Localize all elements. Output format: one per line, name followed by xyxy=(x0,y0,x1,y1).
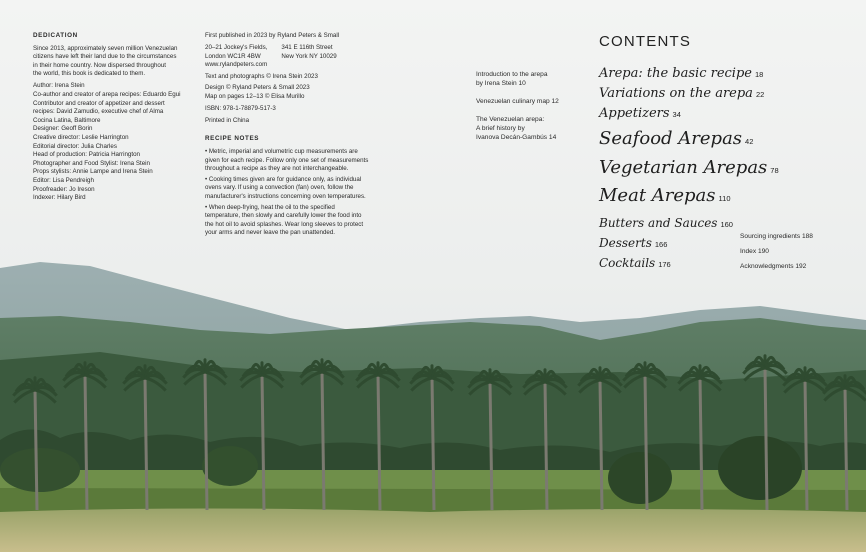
contents-entry xyxy=(599,86,764,101)
credit-line: Head of production: Patricia Harrington xyxy=(33,151,140,159)
dedication-line: in their home country. Now dispersed throughout xyxy=(33,61,166,69)
intro-item: by Irena Stein 10 xyxy=(476,80,526,87)
back-matter-list xyxy=(740,229,813,274)
address-line: New York NY 10029 xyxy=(281,52,337,60)
isbn: ISBN: 978-1-78879-517-3 xyxy=(205,104,276,112)
intro-list xyxy=(476,70,559,142)
intro-item: The Venezuelan arepa: xyxy=(476,116,545,123)
first-published: First published in 2023 by Ryland Peters & Small xyxy=(205,32,340,39)
credit-line: Co-author and creator of arepa recipes: Eduardo Egui xyxy=(33,91,181,99)
contents-entry-title: Desserts xyxy=(599,236,652,250)
credit-line: Photographer and Food Stylist: Irena Stein xyxy=(33,159,150,167)
contents-entry-page: 160 xyxy=(720,220,733,229)
contents-entry-title: Appetizers xyxy=(599,106,670,121)
contents-entry xyxy=(599,216,733,230)
recipe-note-line: the hot oil to avoid splashes. Wear long sleeves to protect xyxy=(205,220,364,228)
contents-entry-page: 22 xyxy=(755,90,765,99)
recipe-note-line: temperature, then slowly and carefully lower the food into xyxy=(205,212,362,220)
contents-entry-title: Cocktails xyxy=(599,256,656,270)
copyright-map: Map on pages 12–13 © Elisa Murillo xyxy=(205,92,305,100)
printed-in: Printed in China xyxy=(205,116,250,124)
contents-entry-page: 42 xyxy=(745,137,754,146)
back-matter-item: Acknowledgments 192 xyxy=(740,263,807,270)
credit-line: Editor: Lisa Pendreigh xyxy=(33,177,94,184)
contents-entry-title: Arepa: the basic recipe xyxy=(599,66,752,81)
publishing-block xyxy=(205,32,395,238)
contents-entry-title: Butters and Sauces xyxy=(599,216,718,230)
contents-entry-page: 34 xyxy=(672,110,681,119)
recipe-note-line: given for each recipe. Follow only one set of measurements xyxy=(205,156,369,164)
credit-line: Author: Irena Stein xyxy=(33,82,85,90)
credit-line: Props stylists: Annie Lampe and Irena Stein xyxy=(33,168,153,176)
contents-entry-page: 176 xyxy=(658,260,671,269)
credit-line: Cocina Latina, Baltimore xyxy=(33,116,101,124)
contents-entry-title: Vegetarian Arepas xyxy=(599,157,768,178)
contents-title: CONTENTS xyxy=(599,33,692,50)
address-line: 20–21 Jockey's Fields, xyxy=(205,44,268,52)
recipe-note-line: ovens vary. If using a convection (fan) oven, follow the xyxy=(205,184,354,192)
credit-line: Creative director: Leslie Harrington xyxy=(33,134,129,142)
contents-entry-title: Meat Arepas xyxy=(599,185,716,206)
copyright-design: Design © Ryland Peters & Small 2023 xyxy=(205,83,310,91)
contents-entry xyxy=(599,128,753,149)
contents-entry xyxy=(599,106,681,121)
credit-line: Indexer: Hilary Bird xyxy=(33,194,86,202)
contents-entry xyxy=(599,66,763,81)
copyright-text: Text and photographs © Irena Stein 2023 xyxy=(205,73,318,81)
credit-line: Designer: Geoff Borin xyxy=(33,125,93,133)
credit-line: Editorial director: Julia Charles xyxy=(33,142,117,150)
credit-line: Proofreader: Jo Ireson xyxy=(33,185,95,193)
credit-line: recipes: David Zamudio, executive chef of Alma xyxy=(33,108,164,116)
dedication-line: Since 2013, approximately seven million Venezuelan xyxy=(33,44,178,52)
dedication-line: the world, this book is dedicated to them. xyxy=(33,70,146,78)
back-matter-item: Index 190 xyxy=(740,248,769,255)
contents-entry-page: 78 xyxy=(770,166,779,175)
recipe-note-line: • When deep-frying, heat the oil to the specified xyxy=(205,203,335,211)
recipe-note-line: manufacturer's instructions concerning oven temperatures. xyxy=(205,192,366,200)
recipe-notes-heading: RECIPE NOTES xyxy=(205,135,260,143)
recipe-note-line: • Metric, imperial and volumetric cup measurements are xyxy=(205,147,358,155)
contents-entry xyxy=(599,256,671,270)
contents-entry-title: Seafood Arepas xyxy=(599,128,743,149)
dedication-line: citizens have left their land due to the circumstances xyxy=(33,53,177,61)
credit-line: Contributor and creator of appetizer and dessert xyxy=(33,99,165,107)
recipe-note-line: your arms and never leave the pan unattended. xyxy=(205,229,336,237)
recipe-note-line: throughout a recipe as they are not interchangeable. xyxy=(205,165,349,173)
intro-item: Ivanova Decán-Gambús 14 xyxy=(476,134,557,141)
intro-item: A brief history by xyxy=(476,125,525,132)
address-line: London WC1R 4BW xyxy=(205,52,261,60)
contents-entry-page: 166 xyxy=(654,240,668,249)
contents-entry xyxy=(599,157,779,178)
address-line: 341 E 116th Street xyxy=(281,44,333,52)
contents-entry-page: 110 xyxy=(718,194,731,203)
dedication-block xyxy=(33,32,198,203)
website: www.rylandpeters.com xyxy=(205,61,268,69)
contents-entry-title: Variations on the arepa xyxy=(599,86,753,101)
contents-entry-page: 18 xyxy=(754,70,764,79)
contents-entry xyxy=(599,185,731,206)
intro-item: Venezuelan culinary map 12 xyxy=(476,98,559,105)
dedication-heading: DEDICATION xyxy=(33,32,78,39)
back-matter-item: Sourcing ingredients 188 xyxy=(740,233,813,240)
contents-entry xyxy=(599,236,667,250)
recipe-note-line: • Cooking times given are for guidance only, as individual xyxy=(205,175,362,183)
intro-item: Introduction to the arepa xyxy=(476,71,548,78)
